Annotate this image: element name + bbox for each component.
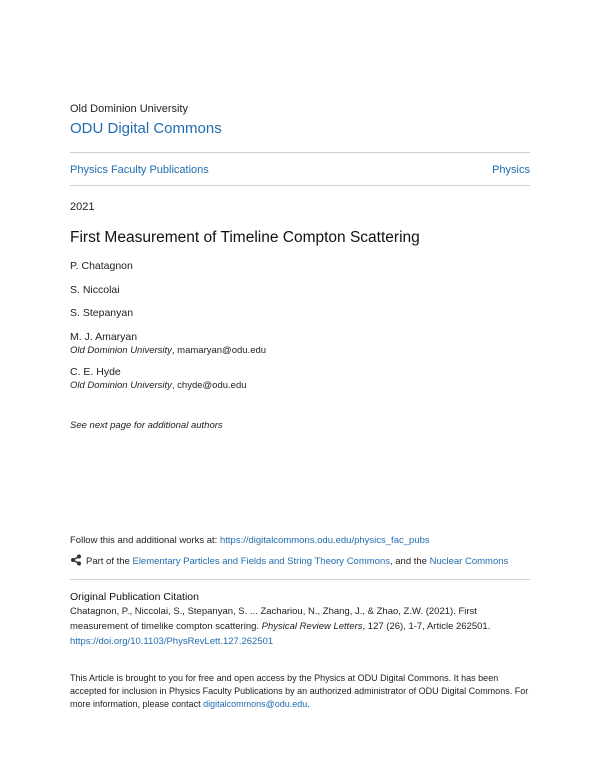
citation-line: Chatagnon, P., Niccolai, S., Stepanyan, S. ... Zachariou, N., Zhang, J., & Zhao, Z.W. (2021). First xyxy=(70,606,477,617)
footer-line xyxy=(70,698,528,711)
footer-text: more information, please contact xyxy=(70,699,204,709)
footer-line: accepted for inclusion in Physics Faculty Publications by an authorized administrator of ODU Digital Commons. For xyxy=(70,686,529,696)
follow-url-link[interactable]: https://digitalcommons.odu.edu/physics_fac_pubs xyxy=(219,535,430,546)
page-title: First Measurement of Timeline Compton Scattering xyxy=(70,229,420,246)
author-email: , chyde@odu.edu xyxy=(171,380,247,391)
doi-link[interactable]: https://doi.org/10.1103/PhysRevLett.127.262501 xyxy=(70,636,274,647)
citation-text: , 127 (26), 1-7, Article 262501. xyxy=(362,621,491,632)
citation-line xyxy=(70,621,490,632)
author-affiliation: Old Dominion University xyxy=(70,380,172,391)
institution-name: Old Dominion University xyxy=(70,103,188,115)
part-of-connector: , and the xyxy=(389,556,430,568)
see-next-page-note: See next page for additional authors xyxy=(70,420,223,431)
author-affiliation-line xyxy=(70,380,247,391)
citation-text: measurement of timelike compton scattering. xyxy=(70,621,262,632)
author-name: P. Chatagnon xyxy=(70,260,133,272)
elementary-particles-commons-link[interactable]: Elementary Particles and Fields and String Theory Commons xyxy=(132,556,390,568)
author-name: S. Niccolai xyxy=(70,284,120,296)
author-name: C. E. Hyde xyxy=(70,366,121,378)
footer-notice xyxy=(70,672,528,711)
contact-email-link[interactable]: digitalcommons@odu.edu xyxy=(203,699,308,709)
part-of-label: Part of the xyxy=(86,556,133,568)
author-name: S. Stepanyan xyxy=(70,307,134,319)
author-affiliation: Old Dominion University xyxy=(70,345,172,356)
author-name: M. J. Amaryan xyxy=(70,331,138,343)
part-of-line xyxy=(70,554,508,569)
footer-text: . xyxy=(307,699,310,709)
nuclear-commons-link[interactable]: Nuclear Commons xyxy=(429,556,509,568)
author-affiliation-line xyxy=(70,345,266,356)
network-icon xyxy=(70,554,82,569)
journal-name: Physical Review Letters xyxy=(261,621,363,632)
divider xyxy=(70,579,530,580)
divider xyxy=(70,185,530,186)
divider xyxy=(70,152,530,153)
collection-link[interactable]: Physics Faculty Publications xyxy=(70,164,209,176)
repository-link[interactable]: ODU Digital Commons xyxy=(70,120,222,137)
publication-year: 2021 xyxy=(70,201,95,213)
citation-heading: Original Publication Citation xyxy=(70,591,199,603)
author-email: , mamaryan@odu.edu xyxy=(171,345,267,356)
follow-label: Follow this and additional works at: xyxy=(70,535,220,546)
follow-line xyxy=(70,535,430,546)
department-link[interactable]: Physics xyxy=(492,164,530,176)
footer-line: This Article is brought to you for free and open access by the Physics at ODU Digital Commons. It has been xyxy=(70,673,499,683)
